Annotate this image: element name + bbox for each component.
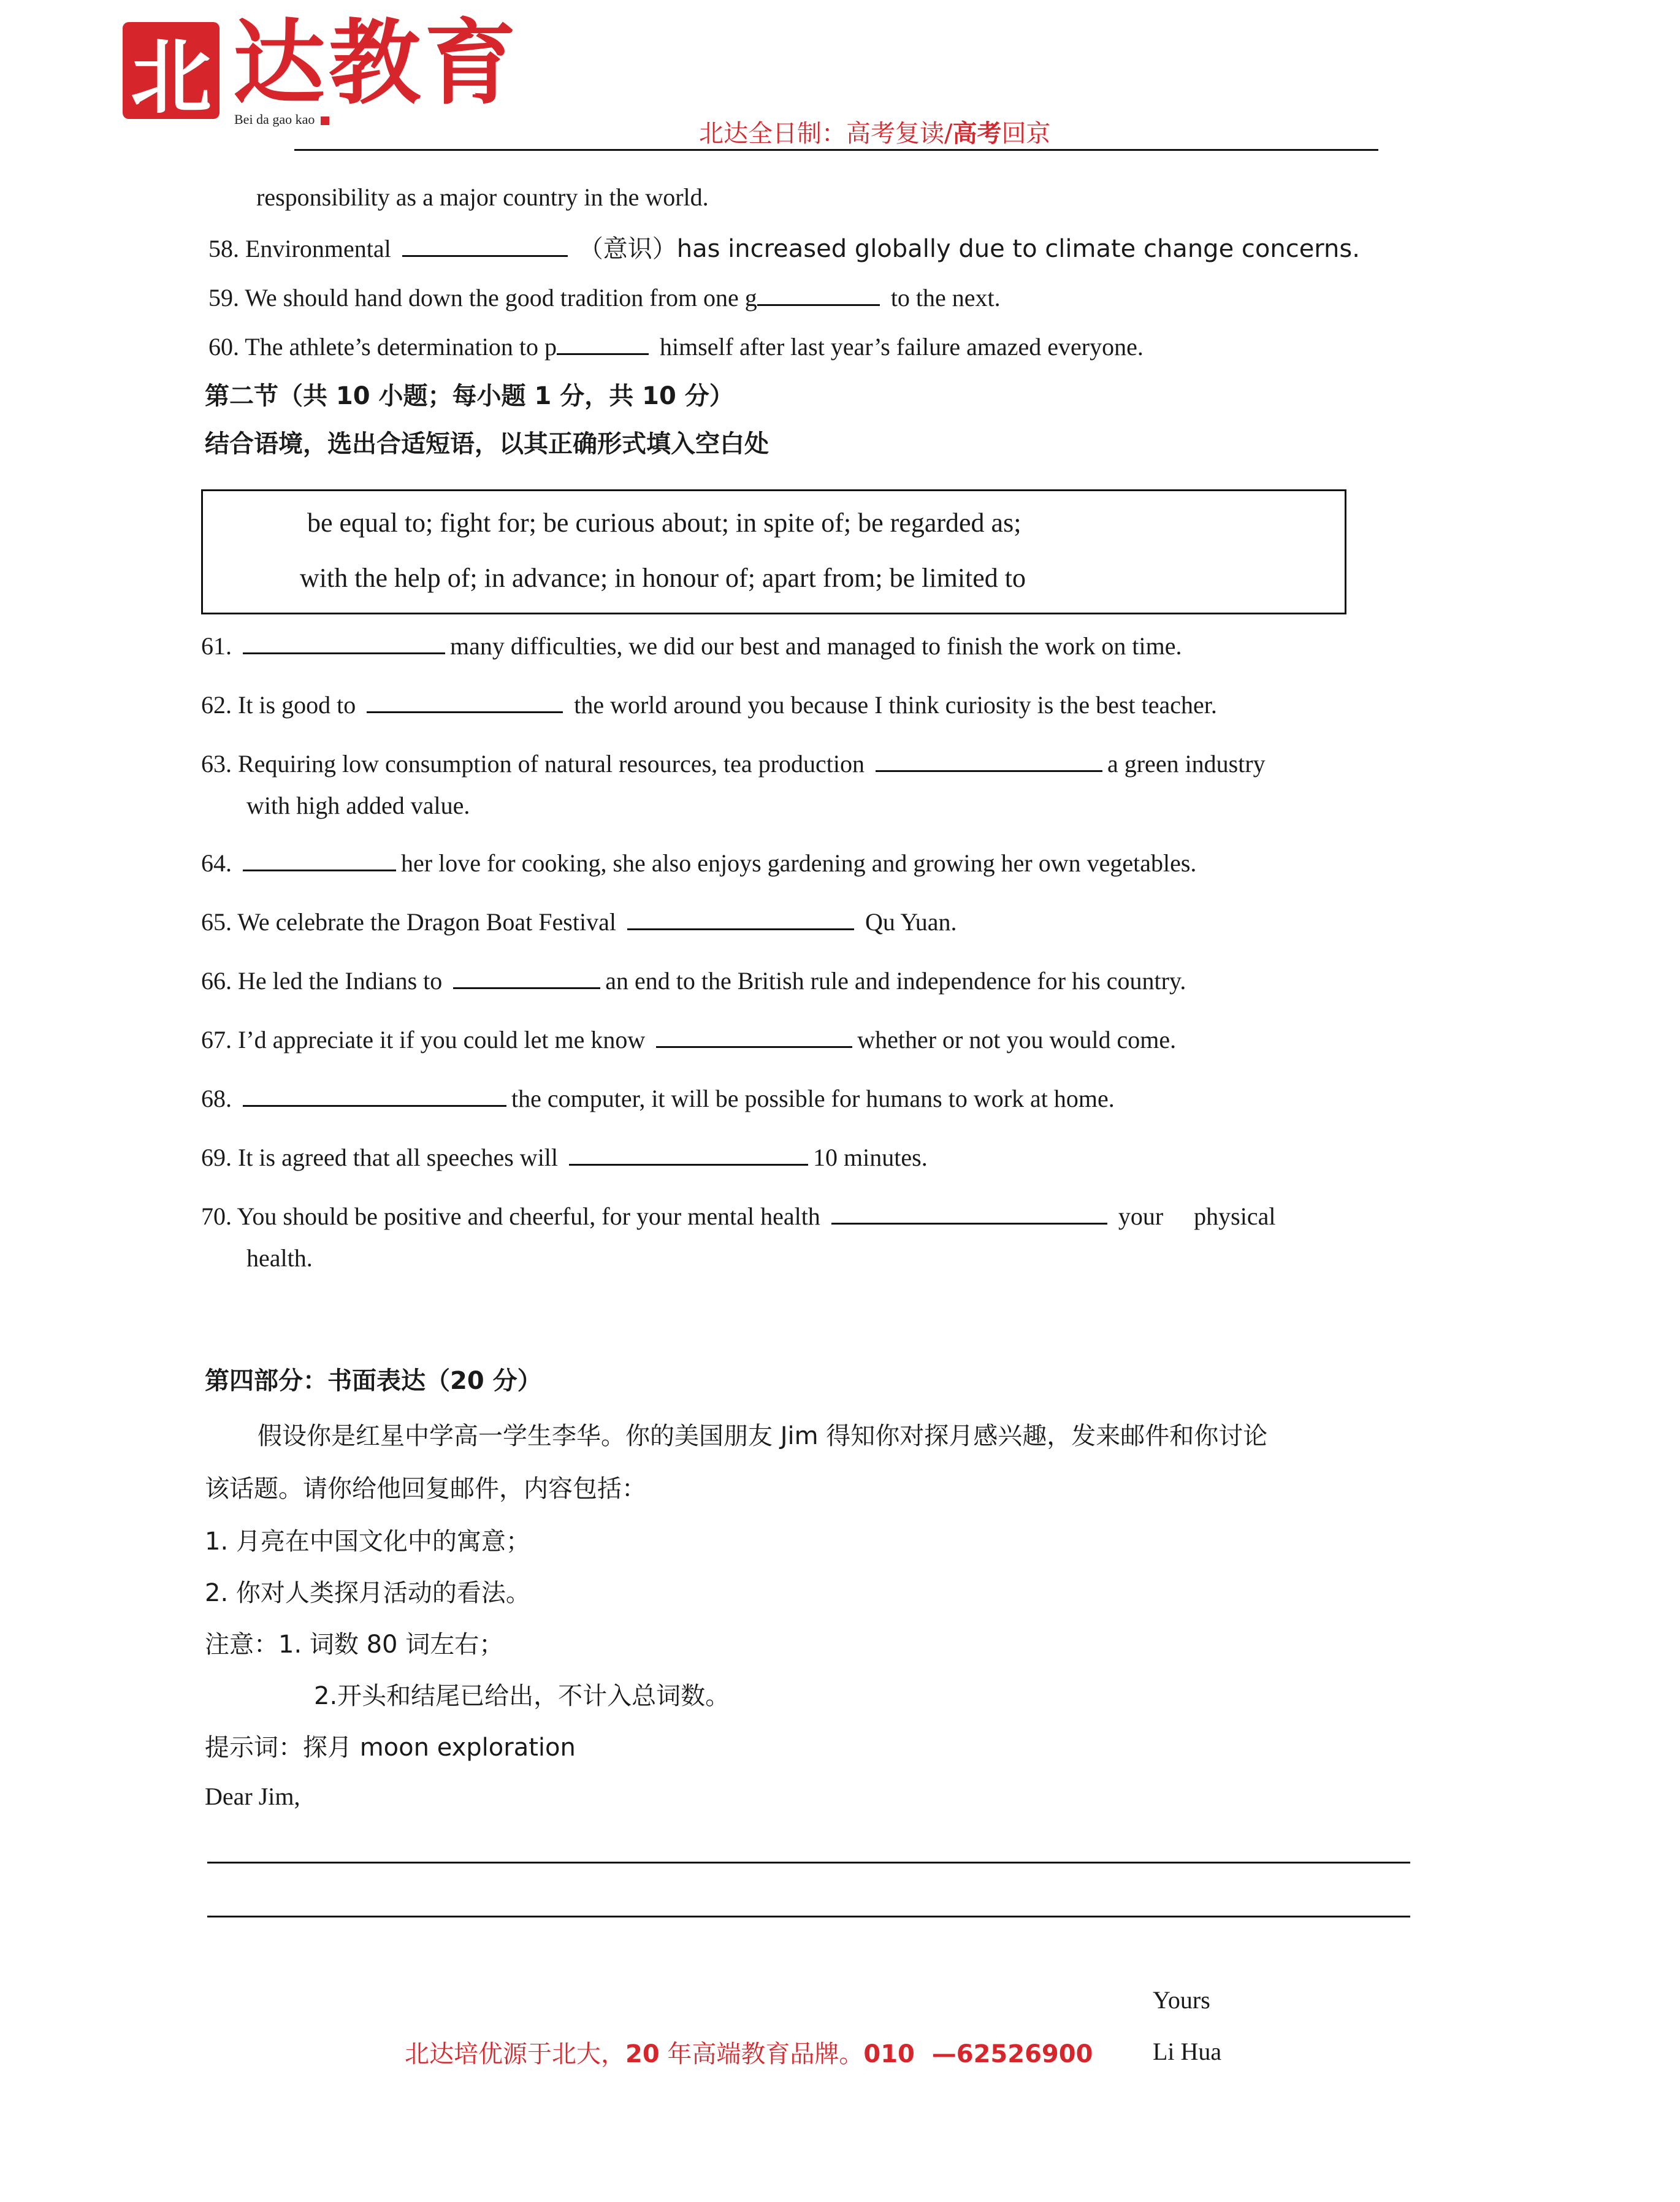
question-number: 67. [201,1026,232,1053]
question-67 [201,1024,1176,1055]
part-4-paragraph-1: 假设你是红星中学高一学生李华。你的美国朋友 Jim 得知你对探月感兴趣，发来邮件和你讨论 [258,1422,1268,1450]
tagline-bold: 高考 [952,120,1002,148]
phrase-row-1: be equal to; fight for; be curious about; in spite of; be regarded as; [307,508,1021,538]
brand-dot-icon [321,117,329,125]
question-64 [201,847,1196,878]
question-66 [201,965,1186,996]
continuation-line: responsibility as a major country in the world. [256,183,709,211]
part-4-point-2: 2. 你对人类探月活动的看法。 [205,1579,530,1607]
answer-blank[interactable] [831,1201,1107,1225]
question-text: many difficulties, we did our best and managed to finish the work on time. [450,632,1182,660]
question-65 [201,906,957,937]
answer-blank[interactable] [453,965,600,989]
question-text: It is agreed that all speeches will [238,1144,559,1171]
question-text: your physical [1118,1202,1276,1230]
phrase-bank [201,489,1346,614]
question-text: to the next. [890,284,1001,312]
question-text: We should hand down the good tradition from one g [245,284,757,312]
section-2-instruction: 结合语境，选出合适短语，以其正确形式填入空白处 [205,430,769,458]
question-number: 59. [208,284,239,312]
letter-closing: Yours [1153,1986,1210,2014]
question-text: whether or not you would come. [857,1026,1177,1053]
answer-blank[interactable] [876,748,1102,772]
part-4-paragraph-2: 该话题。请你给他回复邮件，内容包括： [205,1475,646,1503]
question-text: I’d appreciate it if you could let me know [238,1026,646,1053]
answer-blank[interactable] [243,630,445,654]
question-58 [208,233,1360,264]
tagline-part2: 回京 [1001,120,1051,148]
answer-blank[interactable] [243,847,396,871]
answer-blank[interactable] [402,233,568,257]
letter-greeting: Dear Jim, [205,1783,300,1810]
brand-english [234,112,329,128]
question-text: an end to the British rule and independence for his country. [605,967,1186,995]
question-text: a green industry [1107,750,1266,778]
question-70 [201,1201,1275,1231]
question-number: 66. [201,967,232,995]
footer-banner [405,2035,1093,2070]
logo-char: 北 [131,33,212,123]
question-number: 69. [201,1144,232,1171]
question-63-continued: with high added value. [246,792,470,819]
answer-blank[interactable] [243,1083,506,1107]
answer-blank[interactable] [569,1142,808,1166]
answer-blank[interactable] [627,906,854,930]
question-61 [201,630,1182,661]
question-number: 58. [208,235,239,262]
answer-blank[interactable] [367,689,563,713]
phrase-row-2: with the help of; in advance; in honour of; apart from; be limited to [300,563,1026,593]
tagline-part1: 北达全日制：高考复读/ [699,120,953,148]
part-4-note-1: 注意：1. 词数 80 词左右； [205,1630,504,1659]
question-text: He led the Indians to [238,967,443,995]
answer-blank[interactable] [757,282,880,306]
question-text: Requiring low consumption of natural resources, tea production [238,750,865,778]
writing-line-1[interactable] [207,1862,1410,1864]
question-text: （意识）has increased globally due to climate change concerns. [578,235,1360,263]
footer-text-2: 年高端教育品牌。 [659,2040,864,2068]
question-number: 68. [201,1085,232,1112]
letter-signature: Li Hua [1153,2038,1222,2065]
question-68 [201,1083,1115,1114]
question-text: Environmental [245,235,391,262]
question-60 [208,331,1144,362]
answer-blank[interactable] [656,1024,852,1048]
question-63 [201,748,1266,779]
question-number: 64. [201,849,232,877]
question-text: You should be positive and cheerful, for your mental health [237,1202,820,1230]
part-4-hint: 提示词：探月 moon exploration [205,1734,576,1762]
part-4-title: 第四部分：书面表达（20 分） [205,1367,542,1395]
question-text: We celebrate the Dragon Boat Festival [237,908,616,936]
question-text: the world around you because I think curiosity is the best teacher. [574,691,1217,719]
logo-mark [123,22,220,123]
section-2-title: 第二节（共 10 小题；每小题 1 分，共 10 分） [205,382,734,410]
footer-bold-1: 20 [625,2040,660,2068]
header-tagline [699,114,1050,149]
question-70-continued: health. [246,1244,313,1272]
question-number: 65. [201,908,232,936]
question-59 [208,282,1001,313]
question-text: 10 minutes. [813,1144,928,1171]
question-number: 61. [201,632,232,660]
question-text: himself after last year’s failure amazed everyone. [660,333,1144,361]
question-text: the computer, it will be possible for humans to work at home. [511,1085,1115,1112]
part-4-point-1: 1. 月亮在中国文化中的寓意； [205,1527,530,1556]
question-text: her love for cooking, she also enjoys gardening and growing her own vegetables. [401,849,1197,877]
question-62 [201,689,1217,720]
question-text: The athlete’s determination to p [245,333,557,361]
brand-name: 达教育 [233,13,521,115]
question-number: 62. [201,691,232,719]
footer-text-1: 北达培优源于北大， [405,2040,625,2068]
footer-phone: 010 —62526900 [863,2040,1093,2068]
answer-blank[interactable] [557,331,649,355]
question-number: 63. [201,750,232,778]
part-4-note-2: 2.开头和结尾已给出，不计入总词数。 [314,1682,730,1710]
header-divider [294,149,1378,151]
writing-line-2[interactable] [207,1916,1410,1917]
question-text: It is good to [238,691,356,719]
brand-english-text: Bei da gao kao [234,112,315,127]
question-number: 70. [201,1202,232,1230]
question-number: 60. [208,333,239,361]
question-69 [201,1142,928,1172]
question-text: Qu Yuan. [865,908,957,936]
